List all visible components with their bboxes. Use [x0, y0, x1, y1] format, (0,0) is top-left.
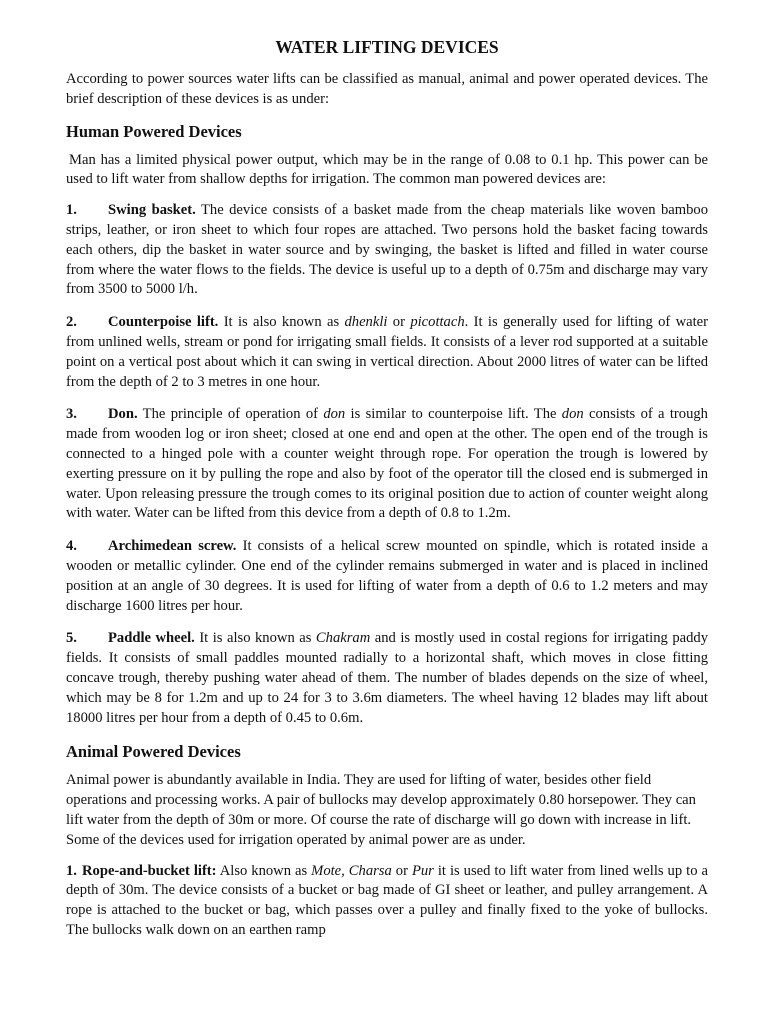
item-italic-term: don — [323, 406, 346, 423]
animal-item-rope-and-bucket-lift — [66, 862, 708, 941]
item-text: Also known as — [216, 862, 312, 879]
item-term: Rope-and-bucket lift: — [82, 862, 217, 879]
item-text: is similar to counterpoise lift. The — [345, 406, 562, 423]
human-intro-paragraph: Man has a limited physical power output, which may be in the range of 0.08 to 0.1 hp. This power can be used to lift water from shallow depths for irrigation. The common man powered devices are: — [66, 151, 708, 188]
item-term: Paddle wheel. — [108, 630, 195, 647]
human-item-don — [66, 405, 708, 524]
item-text: It is also known as — [218, 314, 345, 331]
item-term: Swing basket. — [108, 202, 196, 219]
item-number: 1. — [66, 862, 77, 879]
item-number: 5. — [66, 630, 77, 647]
item-text: It is also known as — [194, 630, 316, 647]
item-number: 2. — [66, 314, 77, 331]
item-text: and is mostly used in costal regions for irrigating paddy fields. It consists of small paddles mounted radially to a horizontal shaft, which moves in close fitting concave trough, thereby pushing water ahead of them. The number of blades depends on the size of wheel, which may be 8 for 1.2m and up to 24 for 3 to 3.6m diameters. The wheel having 12 blades may lift about 18000 litres per hour from a depth of 0.45 to 0.6m. — [66, 630, 708, 726]
human-item-swing-basket — [66, 201, 708, 300]
item-number: 3. — [66, 406, 77, 423]
document-page — [66, 36, 708, 952]
human-item-paddle-wheel — [66, 629, 708, 728]
item-text: or — [391, 862, 412, 879]
item-italic-term: dhenkli — [344, 314, 388, 331]
section-heading-animal: Animal Powered Devices — [66, 742, 241, 762]
item-text: consists of a trough made from wooden log or iron sheet; closed at one end and open at the other. The open end of the trough is connected to a hinged pole with a counter weight through rope. For operation the trough is lowered by exerting pressure on it by pulling the rope and also by foot of the operator till the closed end is submerged in water. Upon releasing pressure the trough comes to its original position due to action of counter weight along with water. Water can be lifted from this device from a depth of 0.8 to 1.2m. — [66, 406, 708, 522]
item-text: The device consists of a basket made from the cheap materials like woven bamboo strips, leather, or iron sheet to which four ropes are attached. Two persons hold the basket facing towards each others, dip the basket in water source and by swinging, the basket is lifted and filled in water course from where the water flows to the fields. The device is useful up to a depth of 0.75m and discharge may vary from 3500 to 5000 l/h. — [66, 202, 708, 298]
animal-intro-paragraph: Animal power is abundantly available in India. They are used for lifting of water, besides other field operations and processing works. A pair of bullocks may develop approximately 0.80 horsepower. They can lift water from the depth of 30m or more. Of course the rate of discharge will go down with increase in lift. Some of the devices used for irrigation operated by animal power are as under. — [66, 772, 696, 848]
item-italic-term: Pur — [411, 862, 434, 879]
human-item-archimedean-screw — [66, 537, 708, 616]
item-text: It consists of a helical screw mounted on spindle, which is rotated inside a wooden or metallic cylinder. One end of the cylinder remains submerged in water and is placed in inclined position at an angle of 30 degrees. It is used for lifting of water from a depth of 0.6 to 1.2 meters and may discharge 1600 litres per hour. — [66, 538, 709, 614]
item-italic-term: don — [561, 406, 584, 423]
section-heading-human: Human Powered Devices — [66, 121, 242, 141]
item-text: . It is generally used for lifting of water from unlined wells, stream or pond for irrigating small fields. It consists of a lever rod supported at a suitable point on a vertical post about which it can swing in vertical direction. About 2000 litres of water can be lifted from the depth of 2 to 3 metres in one hour. — [66, 314, 709, 390]
item-number: 1. — [66, 202, 77, 219]
item-term: Don. — [108, 406, 138, 423]
item-italic-term: Chakram — [315, 630, 371, 647]
item-text: The principle of operation of — [137, 406, 324, 423]
intro-paragraph: According to power sources water lifts can be classified as manual, animal and power operated devices. The brief description of these devices is as under: — [66, 71, 708, 107]
page-title: WATER LIFTING DEVICES — [275, 37, 499, 57]
item-italic-term: picottach — [410, 314, 465, 331]
item-text: it is used to lift water from lined wells up to a depth of 30m. The device consists of a bucket or bag made of GI sheet or leather, and pulley arrangement. A rope is attached to the bucket or bag, which passes over a pulley and finally fixed to the yoke of bullocks. The bullocks walk down on an earthen ramp — [66, 862, 708, 938]
item-term: Archimedean screw. — [108, 538, 237, 555]
human-item-counterpoise-lift — [66, 313, 708, 392]
item-text: or — [387, 314, 411, 331]
item-term: Counterpoise lift. — [108, 314, 219, 331]
item-italic-term: Mote, Charsa — [311, 862, 392, 879]
item-number: 4. — [66, 538, 77, 555]
